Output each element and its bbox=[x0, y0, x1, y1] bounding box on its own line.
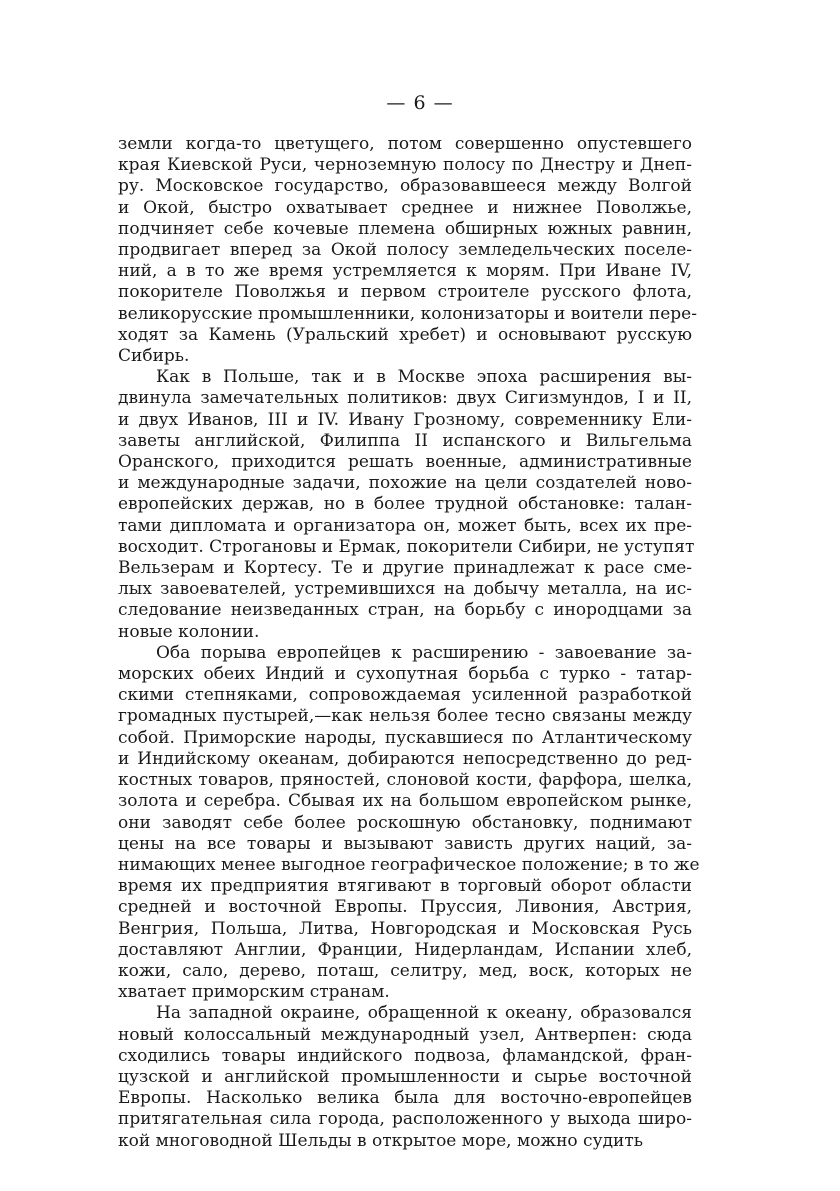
text-line: заветы английской, Филиппа II испанского и Вильгельма bbox=[118, 430, 692, 451]
paragraph bbox=[118, 134, 697, 367]
text-line: европейских держав, но в более трудной обстановке: талан- bbox=[118, 494, 692, 515]
text-line: ру. Московское государство, образовавшееся между Волгой bbox=[118, 176, 692, 197]
text-line: собой. Приморские народы, пускавшиеся по Атлантическому bbox=[118, 727, 692, 748]
text-line: тами дипломата и организатора он, может быть, всех их пре- bbox=[118, 515, 692, 536]
text-line: края Киевской Руси, черноземную полосу по Днестру и Днеп- bbox=[118, 155, 692, 176]
text-line: Как в Польше, так и в Москве эпоха расширения вы- bbox=[156, 367, 692, 388]
text-line: покорителе Поволжья и первом строителе русского флота, bbox=[118, 282, 692, 303]
text-line: На западной окраине, обращенной к океану, образовался bbox=[156, 1003, 692, 1024]
text-line: подчиняет себе кочевые племена обширных южных равнин, bbox=[118, 218, 692, 239]
text-line: притягательная сила города, расположенного у выхода широ- bbox=[118, 1109, 692, 1130]
text-line: доставляют Англии, Франции, Нидерландам, Испании хлеб, bbox=[118, 939, 692, 960]
text-line: новые колонии. bbox=[118, 621, 260, 642]
text-line: ний, а в то же время устремляется к морям. При Иване IV, bbox=[118, 261, 692, 282]
text-line: Вельзерам и Кортесу. Те и другие принадлежат к расе сме- bbox=[118, 558, 692, 579]
text-line: хватает приморским странам. bbox=[118, 982, 390, 1003]
text-line: Европы. Насколько велика была для восточно-европейцев bbox=[118, 1088, 692, 1109]
text-line: громадных пустырей,—как нельзя более тесно связаны между bbox=[118, 706, 692, 727]
text-line: восходит. Строгановы и Ермак, покорители Сибири, не уступят bbox=[118, 536, 695, 557]
text-line: скими степняками, сопровождаемая усиленной разработкой bbox=[118, 685, 692, 706]
text-line: Венгрия, Польша, Литва, Новгородская и Московская Русь bbox=[118, 918, 692, 939]
text-line: продвигает вперед за Окой полосу земледельческих поселе- bbox=[118, 240, 692, 261]
body-text bbox=[118, 134, 700, 1152]
text-line: следование неизведанных стран, на борьбу с инородцами за bbox=[118, 600, 692, 621]
page-number: — 6 — bbox=[386, 92, 454, 114]
paragraph bbox=[118, 642, 700, 1003]
text-line: цены на все товары и вызывают зависть других наций, за- bbox=[118, 833, 692, 854]
text-line: и международные задачи, похожие на цели создателей ново- bbox=[118, 473, 692, 494]
paragraph bbox=[118, 367, 695, 643]
text-line: они заводят себе более роскошную обстановку, поднимают bbox=[118, 812, 692, 833]
text-line: двинула замечательных политиков: двух Сигизмундов, I и II, bbox=[118, 388, 692, 409]
text-line: время их предприятия втягивают в торговый оборот области bbox=[118, 876, 692, 897]
paragraph bbox=[118, 1003, 692, 1151]
text-line: ходят за Камень (Уральский хребет) и основывают русскую bbox=[118, 324, 692, 345]
text-line: костных товаров, пряностей, слоновой кости, фарфора, шелка, bbox=[118, 770, 692, 791]
text-line: Сибирь. bbox=[118, 346, 190, 367]
text-line: и двух Иванов, III и IV. Ивану Грозному, современнику Ели- bbox=[118, 409, 692, 430]
text-line: Оба порыва европейцев к расширению - завоевание за- bbox=[156, 642, 692, 663]
text-line: морских обеих Индий и сухопутная борьба с турко - татар- bbox=[118, 664, 692, 685]
text-line: цузской и английской промышленности и сырье восточной bbox=[118, 1066, 692, 1087]
text-line: великорусские промышленники, колонизаторы и воители пере- bbox=[118, 303, 697, 324]
text-line: Оранского, приходится решать военные, административные bbox=[118, 452, 692, 473]
text-line: средней и восточной Европы. Пруссия, Ливония, Австрия, bbox=[118, 897, 692, 918]
text-line: и Окой, быстро охватывает среднее и нижнее Поволжье, bbox=[118, 197, 692, 218]
text-line: сходились товары индийского подвоза, фламандской, фран- bbox=[118, 1045, 692, 1066]
text-line: нимающих менее выгодное географическое положение; в то же bbox=[118, 854, 700, 875]
text-line: золота и серебра. Сбывая их на большом европейском рынке, bbox=[118, 791, 692, 812]
text-line: и Индийскому океанам, добираются непосредственно до ред- bbox=[118, 748, 692, 769]
text-line: кожи, сало, дерево, поташ, селитру, мед, воск, которых не bbox=[118, 960, 692, 981]
text-line: лых завоевателей, устремившихся на добычу металла, на ис- bbox=[118, 579, 692, 600]
text-line: новый колоссальный международный узел, Антверпен: сюда bbox=[118, 1024, 692, 1045]
text-line: кой многоводной Шельды в открытое море, можно судить bbox=[118, 1130, 644, 1151]
text-line: земли когда-то цветущего, потом совершенно опустевшего bbox=[118, 134, 692, 154]
